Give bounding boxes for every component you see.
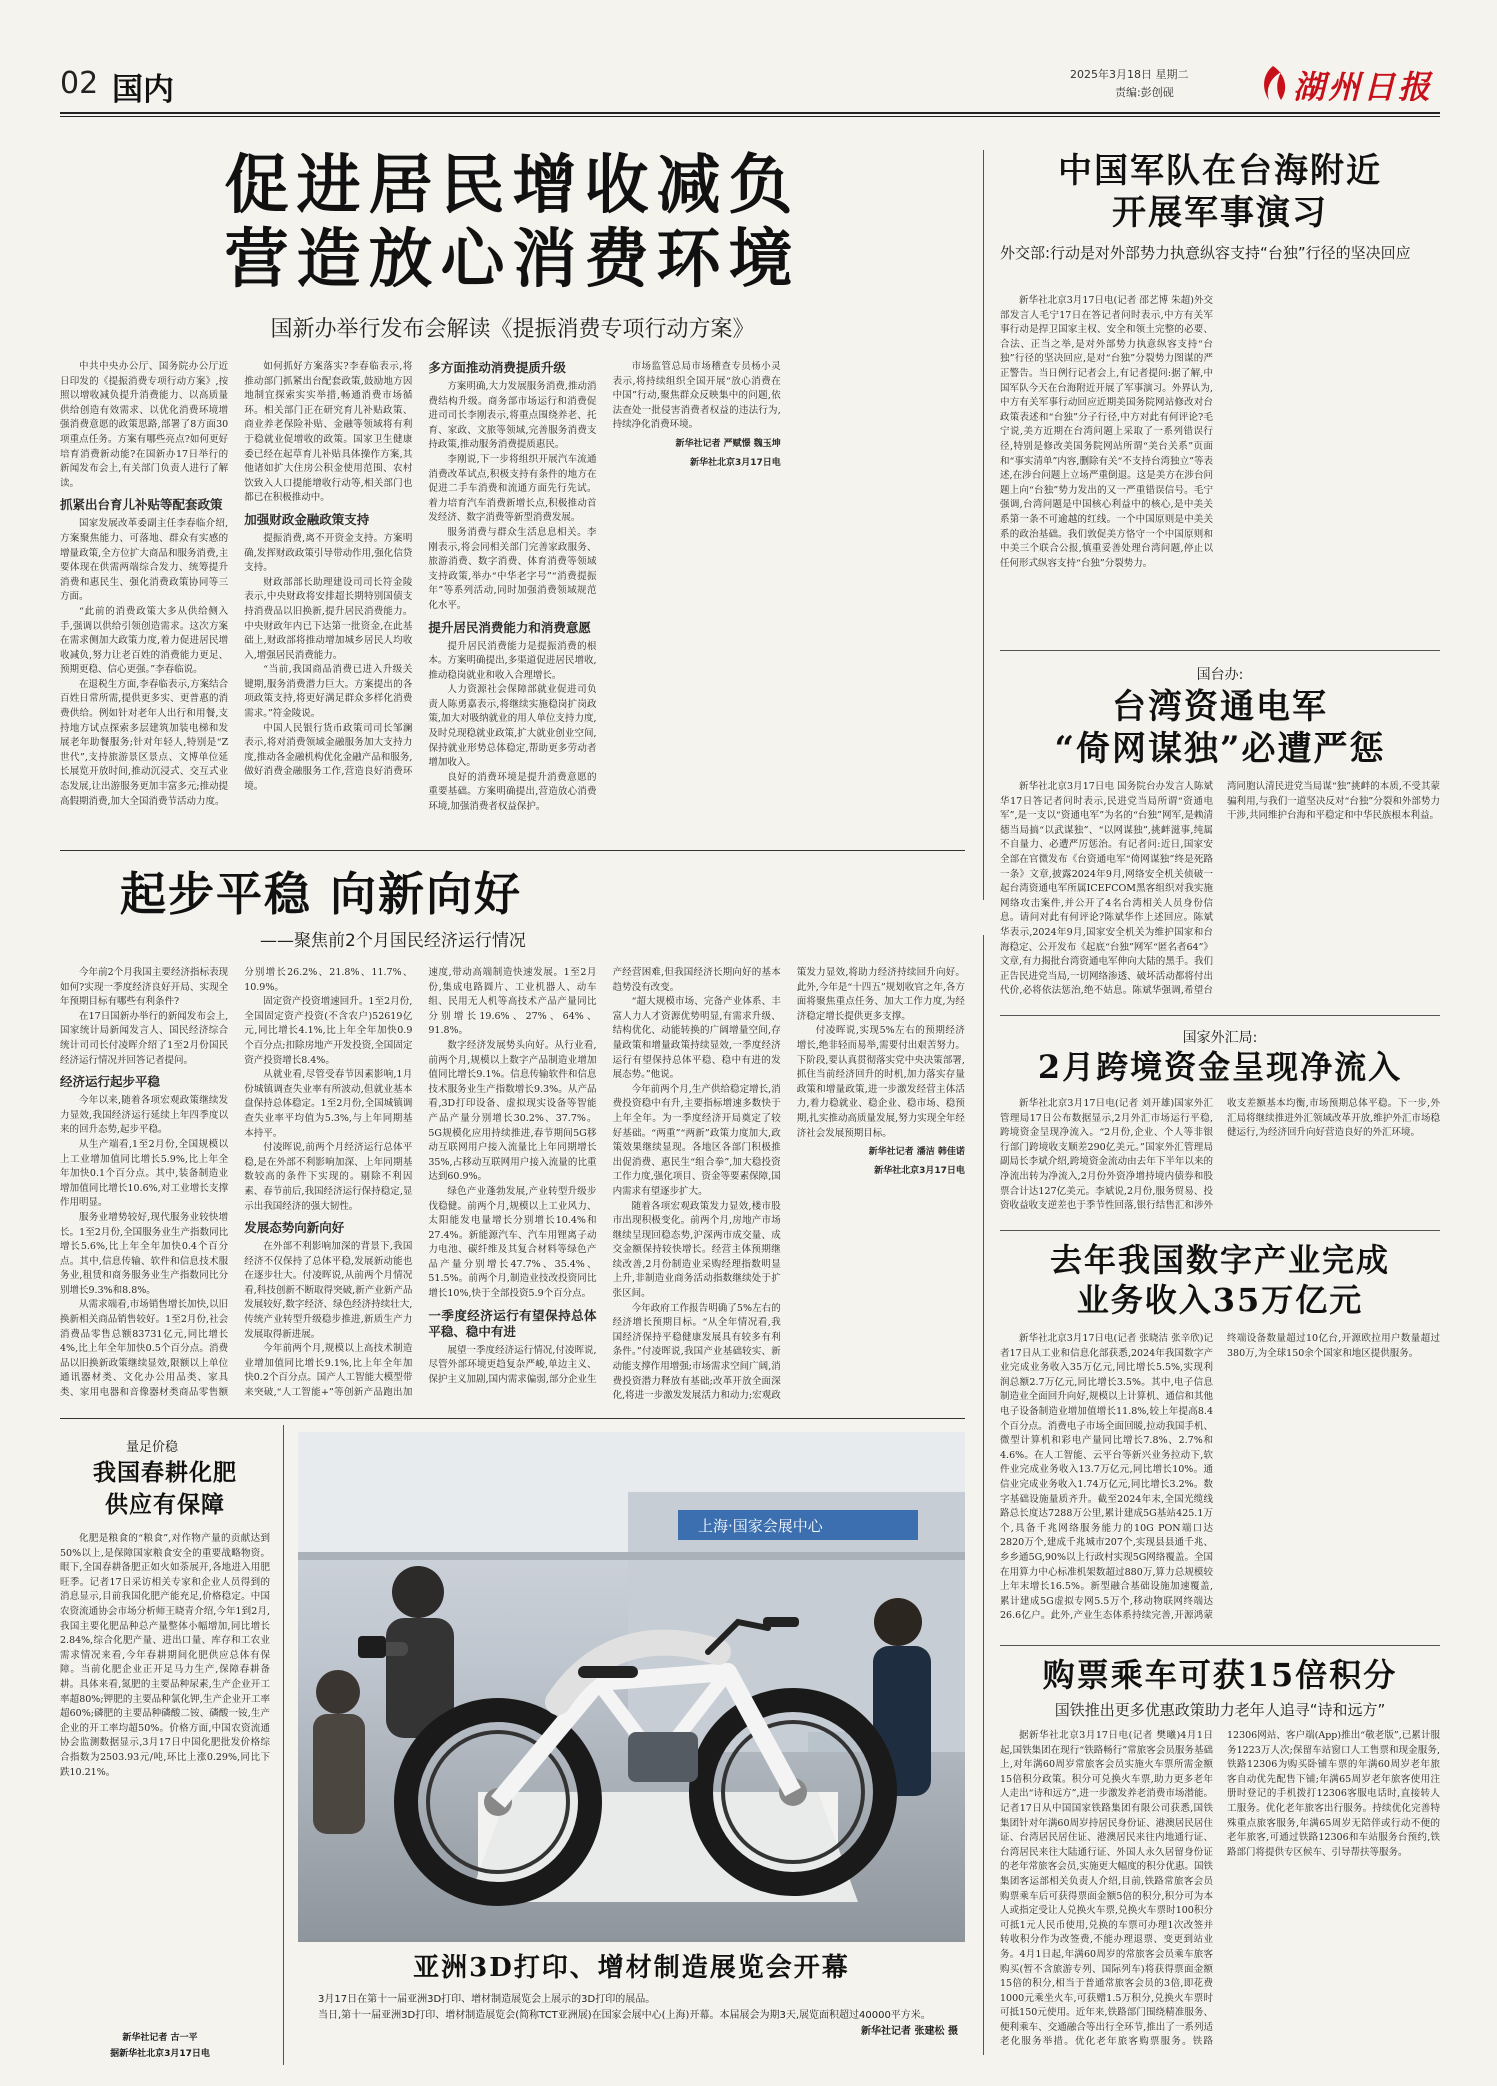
economy-dateline: 新华社北京3月17日电	[874, 1165, 965, 1176]
ticket-subtitle: 国铁推出更多优惠政策助力老年人追寻“诗和远方”	[1054, 1701, 1386, 1719]
paragraph: 今年政府工作报告明确了5%左右的经济增长预期目标。“从全年情况看,我国经济保持平稳健康发展具有较多有利条件。”付凌晖说,我国产业基础较实、新动能支撑作用增强;市场需求空间广阔,消费投资潜力释放有基础;改革开放全面深化,将进一步激发发展活力和动力;宏观政策发力显效,将助力经济持续回升向好。此外,今年是“十四五”规划收官之年,各方面将聚焦重点任务、加大工作力度,为经济稳定增长提供更多支撑。	[612, 967, 965, 1402]
digital-headline-line1: 去年我国数字产业完成	[1049, 1241, 1390, 1279]
forex-story	[1000, 1025, 1440, 1225]
economy-subhead-1: 经济运行起步平稳	[60, 1074, 161, 1090]
paragraph: 人力资源社会保障部就业促进司负责人陈勇嘉表示,将继续实施稳岗扩岗政策,加大对吸纳就业的用人单位支持力度,及时兑现稳就业政策,扩大就业创业空间,保持就业形势总体稳定,帮助更多劳动者增加收入。	[428, 684, 597, 769]
economy-headline: 起步平稳 向新向好	[120, 867, 523, 921]
paper-logo-icon	[1255, 64, 1291, 104]
main-byline: 新华社记者 严赋憬 魏玉坤	[675, 438, 781, 449]
exhibition-photo[interactable]	[298, 1432, 965, 1942]
paragraph: 提升居民消费能力是提振消费的根本。方案明确提出,多渠道促进居民增收,推动稳岗就业和收入合理增长。	[428, 640, 597, 681]
main-subhead-3: 多方面推动消费提质升级	[428, 360, 566, 375]
taiwan-headline-line2: “倚网谋独”必遭严惩	[1054, 729, 1386, 769]
paragraph: “超大规模市场、完备产业体系、丰富人力人才资源优势明显,有需求升级、结构优化、动能转换的广阔增量空间,存量政策和增量政策持续显效,一季度经济运行有望保持总体平稳、稳中有进的发展态势。”他说。	[612, 996, 781, 1081]
taiwan-story	[1000, 660, 1440, 1010]
forex-body	[1000, 1097, 1440, 1219]
economy-lead: 今年前2个月我国主要经济指标表现如何?实现一季度经济良好开局、实现全年预期目标有哪些有利条件?	[60, 967, 229, 1008]
paragraph: 固定资产投资增速回升。1至2月份,全国固定资产投资(不含农户)52619亿元,同比增长4.1%,比上年全年加快0.9个百分点;扣除房地产开发投资,全国固定资产投资增长8.4%。	[244, 996, 413, 1066]
paragraph: 中国人民银行货币政策司司长邹澜表示,将对消费领域金融服务加大支持力度,推动各金融机构优化金融产品和服务,做好消费金融服务工作,营造良好消费环境。	[244, 722, 413, 793]
paragraph: 在退税生方面,李春临表示,方案结合百姓日常所需,提供更多实、更普惠的消费供给。例如针对老年人出行和用餐,支持地方试点探索多层建筑加装电梯和发展老年助餐服务;针对年轻人,特别是“Z世代”,支持旅游景区景点、文博单位延长展览开放时间,推动沉浸式、交互式业态发展,让出游服务更加丰富多元;推动提高假期消费,加大全国消费节活动力度。	[60, 678, 229, 807]
paper-logo	[1255, 62, 1445, 106]
fertilizer-dateline: 据新华社北京3月17日电	[110, 2049, 210, 2059]
main-lead: 中共中央办公厅、国务院办公厅近日印发的《提振消费专项行动方案》,按照以增收减负提升消费能力、以高质量供给创造有效需求、以优化消费环境增强消费意愿的政策思路,部署了8方面30项重点任务。方案有哪些亮点?如何更好培育消费新动能?在国新办17日举行的新闻发布会上,有关部门负责人进行了解读。	[60, 361, 229, 489]
paragraph: 服务消费与群众生活息息相关。李刚表示,将会同相关部门完善家政服务、旅游消费、数字消费、体育消费等领域支持政策,举办“中华老字号”“消费提振年”等系列活动,同时加强消费领域规范化水平。	[428, 526, 597, 611]
fertilizer-kicker: 量足价稳	[126, 1440, 179, 1455]
page-editor: 责编:彭创砚	[1115, 86, 1174, 99]
paragraph: 随着各项宏观政策发力显效,楼市股市出现积极变化。前两个月,房地产市场继续呈现回稳态势,沪深两市成交量、成交金额保持较快增长。经营主体预期继续改善,2月份制造业采购经理指数明显上升,非制造业商务活动指数继续处于扩张区间。	[612, 1200, 781, 1300]
main-subhead-2: 加强财政金融政策支持	[244, 511, 370, 527]
paragraph: 市场监管总局市场稽查专员杨小灵表示,将持续组织全国开展“放心消费在中国”行动,聚焦群众反映集中的问题,依法查处一批侵害消费者权益的违法行为,持续净化消费环境。	[612, 361, 781, 431]
photo-credit: 新华社记者 张建松 摄	[861, 2026, 958, 2037]
paragraph: 服务业增势较好,现代服务业较快增长。1至2月份,全国服务业生产指数同比增长5.6%,比上年全年加快0.4个百分点。其中,信息传输、软件和信息技术服务业,租赁和商务服务业生产指数同比分别增长9.3%和8.8%。	[60, 1211, 229, 1296]
main-subhead-4: 提升居民消费能力和消费意愿	[428, 619, 591, 635]
taiwan-kicker: 国台办:	[1196, 667, 1244, 683]
military-story	[1000, 150, 1440, 650]
taiwan-body	[1000, 780, 1440, 1002]
digital-story	[1000, 1240, 1440, 1640]
main-headline-line2: 营造放心消费环境	[224, 222, 801, 297]
ticket-story	[1000, 1655, 1440, 2065]
forex-headline: 2月跨境资金呈现净流入	[1037, 1048, 1403, 1086]
paper-name: 湖州日报	[1293, 68, 1434, 106]
paragraph: 从需求端看,市场销售增长加快,以旧换新相关商品销售较好。1至2月份,社会消费品零售总额83731亿元,同比增长4%,比上年全年加快0.5个百分点。消费品以旧换新政策继续显效,限额以上单位通讯器材类、文化办公用品类、家具类、家用电器和音像器材类商品零售额分别增长26.2%、21.8%、11.7%、10.9%。	[60, 967, 413, 1399]
paragraph: 今年前两个月,规模以上高技术制造业增加值同比增长9.1%,比上年全年加快0.2个百分点。国产人工智能大模型带来突破,“人工智能+”等创新产品跑出加速度,带动高端制造快速发展。1至2月份,集成电路圆片、工业机器人、动车组、民用无人机等高技术产品产量同比分别增长19.6%、27%、64%、91.8%。	[244, 967, 597, 1399]
paragraph: 展望一季度经济运行情况,付凌晖说,尽管外部环境更趋复杂严峻,单边主义、保护主义加剧,国内需求偏弱,部分企业生产经营困难,但我国经济长期向好的基本趋势没有改变。	[428, 967, 781, 1385]
paragraph: 今年前两个月,生产供给稳定增长,消费投资稳中有升,主要指标增速多数快于上年全年。为一季度经济开局奠定了较好基础。“两重”“两新”政策力度加大,政策效果继续显现。各地区各部门积极推出促消费、惠民生“组合拳”,加大稳投资工作力度,强化项目、资金等要素保障,国内需求有望逐步扩大。	[612, 1083, 781, 1197]
digital-headline-line2: 业务收入35万亿元	[1076, 1281, 1364, 1319]
paragraph: 绿色产业蓬勃发展,产业转型升级步伐稳健。前两个月,规模以上工业风力、太阳能发电量增长分别增长10.4%和27.4%。新能源汽车、汽车用锂离子动力电池、碳纤维及其复合材料等绿色产品产量分别增长47.7%、35.4%、51.5%。前两个月,制造业技改投资同比增长10%,快于全部投资5.9个百分点。	[428, 1185, 597, 1300]
main-story	[60, 140, 965, 830]
paragraph: 新华社北京3月17日电(记者 刘开雄)国家外汇管理局17日公布数据显示,2月外汇市场运行平稳,跨境资金呈现净流入。“2月份,企业、个人等非银行部门跨境收支顺差290亿美元。”国家外汇管理局副局长李斌介绍,跨境资金流动由去年下半年以来的净流出转为净流入,2月份外资净增持境内债券和股票合计达127亿美元。李斌说,2月份,服务贸易、投资收益收支逆差也于季节性回落,银行结售汇和涉外收支差额基本均衡,市场预期总体平稳。下一步,外汇局将继续推进外汇领域改革开放,维护外汇市场稳健运行,为经济回升向好营造良好的外汇环境。	[1000, 1098, 1440, 1212]
economy-subhead-2: 发展态势向新向好	[244, 1220, 345, 1236]
photo-story	[298, 1432, 965, 2062]
paragraph: 方案明确,大力发展服务消费,推动消费结构升级。商务部市场运行和消费促进司司长李刚表示,将重点围绕养老、托育、家政、文旅等领域,完善服务消费支持政策,推动服务消费提质惠民。	[428, 381, 597, 451]
fertilizer-byline: 新华社记者 古一平	[122, 2033, 198, 2043]
ticket-body	[1000, 1729, 1440, 2059]
paragraph: 良好的消费环境是提升消费意愿的重要基础。方案明确提出,营造放心消费环境,加强消费者权益保护。	[428, 771, 597, 813]
paragraph: 新华社北京3月17日电(记者 邵艺博 朱超)外交部发言人毛宁17日在答记者问时表示,中方有关军事行动是捍卫国家主权、安全和领土完整的必要、合法、正当之举,是对外部势力执意纵容支持“台独”行径的坚决回应,是对“台独”分裂势力图谋的严正警告。当日例行记者会上,有记者提问:据了解,中国军队今天在台海附近开展了军事演习。外界认为,中方有关军事行动回应近期美国务院网站修改对台政策表述和“台独”分子行径,中方对此有何评论?毛宁说,美方近期在台湾问题上采取了一系列错误行径,特别是修改美国务院网站所谓“美台关系”页面和“事实清单”内容,删除有关“不支持台湾独立”等表述,在涉台问题上立场严重倒退。这是美方在涉台问题上向“台独”势力发出的又一严重错误信号。毛宁强调,台湾问题是中国核心利益中的核心,是中美关系第一条不可逾越的红线。一个中国原则是中美关系的政治基础。我们敦促美方恪守一个中国原则和中美三个联合公报,慎重妥善处理台湾问题,停止以任何形式纵容支持“台独”分裂势力。	[1000, 295, 1213, 569]
page-header	[60, 62, 1440, 112]
paragraph: “当前,我国商品消费已进入升级关键期,服务消费潜力巨大。方案提出的各项政策支持,将更好满足群众多样化消费需求。”符金陵说。	[244, 664, 413, 720]
fertilizer-headline-line2: 供应有保障	[105, 1491, 225, 1518]
fertilizer-headline-line1: 我国春耕化肥	[93, 1459, 237, 1486]
main-headline-line1: 促进居民增收减负	[224, 148, 801, 223]
paragraph: 数字经济发展势头向好。从行业看,前两个月,规模以上数字产品制造业增加值同比增长9.1%。信息传输软件和信息技术服务业生产指数增长9.3%。从产品看,3D打印设备、虚拟现实设备等智能产品产量分别增长30.2%、37.7%。5G规模化应用持续推进,春节期间5G移动互联网用户接入流量比上年同期增长35%,占移动互联网用户接入流量的比重达到60.9%。	[428, 1039, 597, 1183]
paragraph: “此前的消费政策大多从供给侧入手,强调以供给引领创造需求。这次方案在需求侧加大政策力度,着力促进居民增收减负,努力让老百姓的消费能力更足、预期更稳、信心更强。”李春临说。	[60, 605, 229, 676]
issue-date: 2025年3月18日 星期二	[1070, 68, 1189, 81]
section-name: 国内	[112, 72, 174, 108]
main-subhead-1: 抓紧出台育儿补贴等配套政策	[60, 497, 223, 513]
paragraph: 据新华社北京3月17日电(记者 樊曦)4月1日起,国铁集团在现行“铁路畅行”常旅客会员服务基础上,对年满60周岁常旅客会员实施火车票所需金额15倍积分政策。积分可兑换火车票,助力更多老年人走出“诗和远方”,进一步激发养老消费市场潜能。记者17日从中国国家铁路集团有限公司获悉,国铁集团针对年满60周岁持居民身份证、港澳居民居住证、台湾居民居住证、港澳居民来往内地通行证、台湾居民来往大陆通行证、外国人永久居留身份证的老年常旅客会员,实施更大幅度的积分优惠。国铁集团客运部相关负责人介绍,目前,铁路常旅客会员购票乘车后可获得票面金额5倍的积分,积分可为本人或指定受让人兑换火车票,兑换火车票时100积分可抵1元人民币使用,兑换的车票可办理1次改签并转收积分作为改签费,不能办理退票、变更到站业务。4月1日起,年满60周岁的常旅客会员乘车旅客购买(暂不含旅游专列、国际列车)将获得票面金额15倍的积分,相当于普通常旅客会员的3倍,即花费1000元乘坐火车,可获赠1.5万积分,兑换火车票时可抵150元使用。近年来,铁路部门围绕精准服务、便利乘车、交通融合等出行全环节,推出了一系列适老化服务举措。优化老年旅客购票服务。铁路12306网站、客户端(App)推出“敬老版”,已累计服务1223万人次;保留车站窗口人工售票和现金服务,铁路12306为购买卧铺车票的年满60周岁老年旅客自动优先配售下铺;年满65周岁老年旅客使用注册时登记的手机拨打12306客服电话时,直接转人工服务。优化老年旅客出行服务。持续优化完善特殊重点旅客服务,年满65周岁无陪伴或行动不便的老年旅客,可通过铁路12306和车站服务台预约,铁路部门将提供专区候车、引导帮扶等服务。	[1000, 1730, 1440, 2048]
photo-headline: 亚洲3D打印、增材制造展览会开幕	[413, 1953, 850, 1983]
paragraph: 付凌晖说,实现5%左右的预期经济增长,绝非轻而易举,需要付出艰苦努力。下阶段,要认真贯彻落实党中央决策部署,抓住当前经济回升的时机,加力落实存量政策和增量政策,进一步激发经营主体活力,着力稳就业、稳企业、稳市场、稳预期,扎实推动高质量发展,努力实现全年经济社会发展预期目标。	[796, 1025, 965, 1139]
fertilizer-story	[60, 1432, 270, 2062]
paragraph: 新华社北京3月17日电(记者 张晓洁 张辛欣)记者17日从工业和信息化部获悉,2024年我国数字产业完成业务收入35万亿元,同比增长5.5%,实现利润总额2.7万亿元,同比增长3.5%。其中,电子信息制造业全面回升向好,规模以上计算机、通信和其他电子设备制造业增加值增长11.8%,较上年提高8.4个百分点。消费电子市场全面回暖,拉动我国手机、微型计算机和彩电产量同比增长7.8%、2.7%和4.6%。在人工智能、云平台等新兴业务拉动下,软件业完成业务收入13.7万亿元,同比增长10%。通信业完成业务收入1.74万亿元,同比增长3.2%。数字基础设施量质齐升。截至2024年末,全国光缆线路总长度达7288万公里,累计建成5G基站425.1万个,具备千兆网络服务能力的10G PON端口达2820万个,建成千兆城市207个,实现县县通千兆、乡乡通5G,90%以上行政村实现5G网络覆盖。全国在用算力中心标准机架数超过880万,算力总规模较上年末增长16.5%。新型融合基础设施加速覆盖,累计建成5G虚拟专网5.5万个,移动物联网终端达26.6亿户。此外,产业生态体系持续完善,开源鸿蒙终端设备数量超过10亿台,开源欧拉用户数量超过380万,为全球150余个国家和地区提供服务。	[1000, 1333, 1440, 1622]
photo-illustration	[298, 1432, 965, 1942]
main-dateline: 新华社北京3月17日电	[689, 457, 781, 468]
paragraph: 李刚说,下一步将组织开展汽车流通消费改革试点,积极支持有条件的地方在促进二手车消费和流通方面先行先试。着力培育汽车消费新增长点,积极推动首发经济、数字消费等新型消费发展。	[428, 453, 597, 524]
paragraph: 财政部部长助理建设司司长符金陵表示,中央财政将安排超长期特别国债支持消费品以旧换新,提升居民消费能力。中央财政年内已下达第一批资金,在此基础上,财政部将推动增加城乡居民人均收入,增强居民消费能力。	[244, 576, 413, 661]
military-body	[1000, 294, 1440, 640]
ticket-headline: 购票乘车可获15倍积分	[1042, 1656, 1398, 1694]
fertilizer-body	[60, 1532, 270, 2022]
economy-subhead-3: 一季度经济运行有望保持总体平稳、稳中有进	[428, 1307, 597, 1339]
economy-subtitle: ——聚焦前2个月国民经济运行情况	[260, 931, 526, 951]
military-headline-line1: 中国军队在台海附近	[1058, 151, 1382, 191]
paragraph: 化肥是粮食的“粮食”,对作物产量的贡献达到50%以上,是保障国家粮食安全的重要战略物资。眼下,全国春耕备肥正如火如荼展开,各地进入用肥旺季。记者17日采访相关专家和企业人员得到的消息显示,目前我国化肥产能充足,价格稳定。中国农资流通协会市场分析师王晓青介绍,今年1到2月,我国主要化肥品种总产量整体小幅增加,同比增长2.84%,综合化肥产量、进出口量、库存和工农业需求情况来看,今年春耕期间化肥供应总体有保障。当前化肥企业正开足马力生产,保障春耕备耕。具体来看,氮肥的主要品种尿素,生产企业开工率超80%;钾肥的主要品种氯化钾,生产企业开工率超60%;磷肥的主要品种磷酸二铵、磷酸一铵,生产企业的开工率均超50%。价格方面,中国农资流通协会监测数据显示,3月17日中国化肥批发价格综合指数为2503.93元/吨,环比上涨0.29%,同比下跌10.21%。	[60, 1533, 270, 1778]
paragraph: 从就业看,尽管受春节因素影响,1月份城镇调查失业率有所波动,但就业基本盘保持总体稳定。1至2月份,全国城镇调查失业率平均值为5.3%,与上年同期基本持平。	[244, 1069, 413, 1139]
photo-caption	[318, 1992, 958, 2040]
digital-body	[1000, 1332, 1440, 1632]
military-headline-line2: 开展军事演习	[1112, 193, 1328, 233]
forex-kicker: 国家外汇局:	[1182, 1030, 1258, 1046]
paragraph: 从生产端看,1至2月份,全国规模以上工业增加值同比增长5.9%,比上年全年加快0.1个百分点。其中,装备制造业增加值同比增长10.6%,对工业增长支撑作用明显。	[60, 1138, 229, 1209]
exhibition-banner: 上海·国家会展中心	[698, 1517, 823, 1535]
caption-line-1: 3月17日在第十一届亚洲3D打印、增材制造展览会上展示的3D打印的展品。	[318, 1994, 656, 2005]
main-body	[60, 360, 965, 830]
main-subtitle: 国新办举行发布会解读《提振消费专项行动方案》	[270, 317, 755, 342]
paragraph: 付凌晖说,前两个月经济运行总体平稳,是在外部不利影响加深、上年同期基数较高的条件下实现的。剔除不利因素、春节前后,我国经济运行保持稳定,显示出我国经济的强大韧性。	[244, 1142, 413, 1212]
paragraph: 如何抓好方案落实?李春临表示,将推动部门抓紧出台配套政策,鼓励地方因地制宜探索实实举措,畅通消费市场循环。相关部门正在研究育儿补贴政策、商业养老保险补贴、金融等领域将有利于稳就业促增收的政策。国家卫生健康委已经在起草育儿补贴具体操作方案,其他诸如扩大住房公积金使用范围、农村饮致入人口提能增收行动等,相关部门也都已在积极推动中。	[244, 361, 413, 504]
paragraph: 在17日国新办举行的新闻发布会上,国家统计局新闻发言人、国民经济综合统计司司长付凌晖介绍了1至2月份国民经济运行情况并回答记者提问。	[60, 1010, 229, 1066]
economy-story	[60, 860, 965, 1410]
paragraph: 在外部不利影响加深的背景下,我国经济不仅保持了总体平稳,发展新动能也在逐步壮大。付凌晖说,从前两个月情况看,科技创新不断取得突破,新产业新产品发展较好,数字经济、绿色经济持续壮大,传统产业转型升级稳步推进,新质生产力发展取得新进展。	[244, 1241, 413, 1340]
paragraph: 提振消费,离不开资金支持。方案明确,发挥财政政策引导带动作用,强化信贷支持。	[244, 532, 413, 574]
economy-byline: 新华社记者 潘洁 韩佳诺	[868, 1147, 965, 1158]
military-subtitle: 外交部:行动是对外部势力执意纵容支持“台独”行径的坚决回应	[1000, 244, 1411, 262]
economy-body	[60, 966, 965, 1410]
taiwan-headline-line1: 台湾资通电军	[1112, 687, 1328, 727]
page-number: 02	[60, 66, 99, 101]
paragraph: 今年以来,随着各项宏观政策继续发力显效,我国经济运行延续上年四季度以来的回升态势,起步平稳。	[60, 1095, 229, 1136]
paragraph: 新华社北京3月17日电 国务院台办发言人陈斌华17日答记者问时表示,民进党当局所谓“资通电军”,是一支以“资通电军”为名的“台独”网军,是赖清德当局搞“以武谋独”、“以网谋独”,挑衅滋事,纯属不自量力、必遭严厉惩治。有记者问:近日,国家安全部在官微发布《台资通电军“倚网谋独”终是死路一条》文章,披露2024年9月,网络安全机关侦破一起台湾资通电军所属ICEFCOM黑客组织对我实施网络攻击案件,并公开了4名台湾相关人员身份信息。请问对此有何评论?陈斌华作上述回应。陈斌华表示,2024年9月,国家安全机关为维护国家和台海稳定、公开发布《起底“台独”网军“匿名者64”》文章,有力揭批台湾资通电军伸向大陆的黑手。我们正告民进党当局,一切网络渗透、破坏活动都将付出代价,必将依法惩治,绝不姑息。陈斌华强调,希望台湾同胞认清民进党当局谋“独”挑衅的本质,不受其蒙骗利用,与我们一道坚决反对“台独”分裂和外部势力干涉,共同维护台海和平稳定和中华民族根本利益。	[1000, 781, 1440, 997]
paragraph: 国家发展改革委副主任李春临介绍,方案聚焦能力、可落地、群众有实感的增量政策,全方位扩大商品和服务消费,主要体现在供需两端综合发力、统筹提升消费和惠民生、强化消费政策协同等三方面。	[60, 518, 229, 603]
caption-line-2: 当日,第十一届亚洲3D打印、增材制造展览会(简称TCT亚洲展)在国家会展中心(上海)开幕。本届展会为期3天,展览面积超过40000平方米。	[318, 2010, 931, 2021]
